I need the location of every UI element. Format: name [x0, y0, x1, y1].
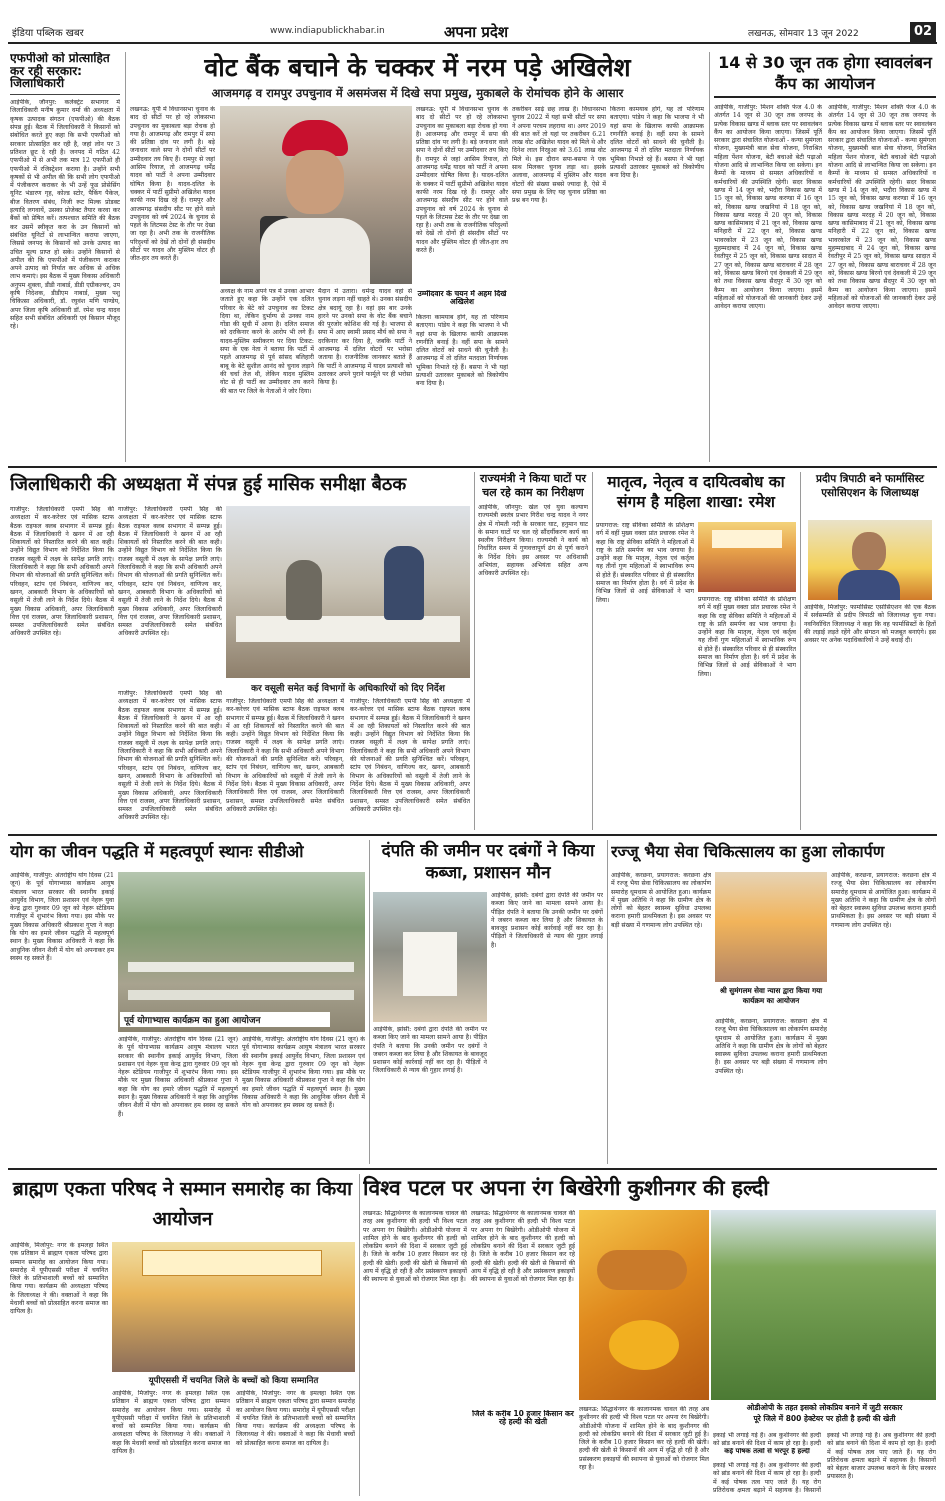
pharma-article [804, 472, 936, 830]
camp-body-col1: आईपीके, गाजीपुर: मिशन शक्ति फेज 4.0 के अंतर्गत 14 जून से 30 जून तक जनपद के प्रत्येक विकास खण्ड में ब्लाक स्तर पर स्वावलंबन कैंप का आयोजन किया जाएगा। जिसमें पूर्ति सरकार द्वारा संचालित योजनाओं - कन्या सुमंगला योजना, मुख्यमंत्री बाल सेवा योजना, निराश्रित महिला पेंशन योजना, बेटी बचाओ बेटी पढ़ाओ योजना आदि से लाभान्वित किया जा सकेगा। इन कैम्पों के माध्यम से समस्त अधिकारियों व कर्मचारियों की उपस्थिति रहेगी। सदर विकास खण्ड में 14 जून को, भदौरा विकास खण्ड में 15 जून को, विकास खण्ड करण्डा में 16 जून को, विकास खण्ड जखनियां में 18 जून को, विकास खण्ड मरदह में 20 जून को, विकास खण्ड कासिमाबाद में 21 जून को, विकास खण्ड मनिहारी में 22 जून को, विकास खण्ड भावरकोल में 23 जून को, विकास खण्ड मुहम्मदाबाद में 24 जून को, विकास खण्ड रेवतीपुर में 25 जून को, विकास खण्ड सादात में 27 जून को, विकास खण्ड बाराचवर में 28 जून को, विकास खण्ड बिरनो एवं देवकली में 29 जून को तथा विकास खण्ड सैदपुर में 30 जून को कैम्प का आयोजन किया जाएगा। इसमें महिलाओं को योजनाओं की जानकारी देकर उन्हें आवेदन कराया जाएगा। [714, 104, 822, 311]
official-figure [286, 560, 322, 620]
review-caption: कर वसूली समेत कई विभागों के अधिकारियों को दिए निर्देश [226, 680, 470, 695]
white-kurta [260, 218, 370, 284]
yoga-mat-row [128, 990, 354, 1000]
turmeric-headline: विश्व पटल पर अपना रंग बिखेरेगी कुशीनगर की हल्दी [363, 1176, 769, 1200]
camp-body-col2: आईपीके, गाजीपुर: मिशन शक्ति फेज 4.0 के अंतर्गत 14 जून से 30 जून तक जनपद के प्रत्येक विकास खण्ड में ब्लाक स्तर पर स्वावलंबन कैंप का आयोजन किया जाएगा। जिसमें पूर्ति सरकार द्वारा संचालित योजनाओं - कन्या सुमंगला योजना, मुख्यमंत्री बाल सेवा योजना, निराश्रित महिला पेंशन योजना, बेटी बचाओ बेटी पढ़ाओ योजना आदि से लाभान्वित किया जा सकेगा। इन कैम्पों के माध्यम से समस्त अधिकारियों व कर्मचारियों की उपस्थिति रहेगी। सदर विकास खण्ड में 14 जून को, भदौरा विकास खण्ड में 15 जून को, विकास खण्ड करण्डा में 16 जून को, विकास खण्ड जखनियां में 18 जून को, विकास खण्ड मरदह में 20 जून को, विकास खण्ड कासिमाबाद में 21 जून को, विकास खण्ड मनिहारी में 22 जून को, विकास खण्ड भावरकोल में 23 जून को, विकास खण्ड मुहम्मदाबाद में 24 जून को, विकास खण्ड रेवतीपुर में 25 जून को, विकास खण्ड सादात में 27 जून को, विकास खण्ड बाराचवर में 28 जून को, विकास खण्ड बिरनो एवं देवकली में 29 जून को तथा विकास खण्ड सैदपुर में 30 जून को कैम्प का आयोजन किया जाएगा। इसमें महिलाओं को योजनाओं की जानकारी देकर उन्हें आवेदन कराया जाएगा। [828, 104, 936, 311]
turmeric-root [597, 1250, 687, 1290]
akhilesh-photo [220, 106, 412, 284]
section-title: अपना प्रदेश [443, 23, 509, 41]
hospital-body-col1: आईपीके, करछना, प्रयागराज: करछना क्षेत्र में रज्जू भैया सेवा चिकित्सालय का लोकार्पण समारोह धूमधाम से आयोजित हुआ। कार्यक्रम में मुख्य अतिथि ने कहा कि ग्रामीण क्षेत्र के लोगों को बेहतर स्वास्थ्य सुविधा उपलब्ध कराना हमारी प्राथमिकता है। इस अवसर पर बड़ी संख्या में गणमान्य लोग उपस्थित रहे। [611, 872, 711, 929]
yoga-body-col2: आईपीके, गाजीपुर: अंतर्राष्ट्रीय योग दिवस (21 जून) के पूर्व योगाभ्यास कार्यक्रम आयुष मंत्रालय भारत सरकार की स्थानीय इकाई आयुर्वेद विभाग, जिला प्रशासन एवं नेहरू युवा केन्द्र द्वारा गुरुवार 09 जून को नेहरू स्टेडियम गाजीपुर में शुभारंभ किया गया। इस मौके पर मुख्य विकास अधिकारी श्रीप्रकाश गुप्ता ने कहा कि योग का हमारे जीवन पद्धति में महत्वपूर्ण स्थान है। मुख्य विकास अधिकारी ने कहा कि आधुनिक जीवन शैली में योग को अपनाकर हम स्वस्थ रह सकते हैं। [118, 1036, 238, 1118]
turmeric-right-subhead-text: कई पोषक तत्वों से भरपूर है हल्दी [724, 1448, 810, 1455]
lead-subhead: आजमगढ़ व रामपुर उपचुनाव में असमंजस में दिखे सपा प्रमुख, मुकाबले के रोमांचक होने के आसार [211, 86, 624, 100]
camp-headline-text: 14 से 30 जून तक होगा स्वावलंबन कैंप का आयोजन [718, 53, 932, 93]
brahmin-photo [112, 1242, 355, 1372]
turmeric-subhead-text: जिले के करीब 10 हजार किसान कर रहे हल्दी की खेती [472, 1410, 574, 1426]
lead-body-col3: मैदान में उतारा। धर्मेन्द्र यादव वहां से चुनाव लड़ना नहीं चाहते थे। उनका संसदीय क्षेत्र बदायूं रहा है। वहां इस बार उनके हारने पर उनको सपा के वोट बैंक बचाने की पुरजोर कोशिश की गई है। भाजपा से सपा में आए स्वामी प्रसाद मौर्य को सपा ने दरकिनार कर दिया है, जबकि पार्टी ने आजमगढ़ में दलित वोटरों पर भरोसा जताया है। राजनीतिक जानकार बताते हैं कि पार्टी ने आजमगढ़ में यादव प्रत्याशी को उतारकर अपने पुराने फार्मूले पर ही भरोसा किया है। [318, 288, 412, 387]
page-number: 02 [910, 22, 936, 42]
official-figure [384, 546, 424, 620]
turmeric-caption2: पूरे जिले में 800 हेक्टेयर पर होती है हल्दी की खेती [753, 1414, 896, 1423]
review-body-col4: गाजीपुर: जिलाधिकारी एमपी सिंह की अध्यक्षता में कर-करेत्तर एवं मासिक स्टाफ बैठक राइफल क्लब सभागार में सम्पन्न हुई। बैठक में जिलाधिकारी ने खनन में आ रही शिकायतों को निस्तारित करने की बात कही। उन्होंने विद्युत विभाग को निर्देशित किया कि राजस्व वसूली में लक्ष्य के सापेक्ष प्रगति लाएं। जिलाधिकारी ने कहा कि सभी अधिकारी अपने विभाग की योजनाओं की प्रगति सुनिश्चित करें। परिवहन, स्टांप एवं निबंधन, वाणिज्य कर, खनन, आबकारी विभाग के अधिकारियों को वसूली में तेजी लाने के निर्देश दिये। बैठक में मुख्य विकास अधिकारी, अपर जिलाधिकारी वित्त एवं राजस्व, अपर जिलाधिकारी प्रशासन, समस्त उपजिलाधिकारी समेत संबंधित अधिकारी उपस्थित रहे। [350, 698, 470, 813]
turmeric-body-col1: लखनऊ: सिद्धार्थनगर के कालानमक चावल की तरह अब कुशीनगर की हल्दी भी विश्व पटल पर अपना रंग बिखेरेगी। ओडीओपी योजना में शामिल होने के बाद कुशीनगर की हल्दी को लोकप्रिय बनाने की दिशा में सरकार जुटी हुई है। जिले के करीब 10 हजार किसान कर रहे हल्दी की खेती। हल्दी की खेती से किसानों की आय में वृद्धि हो रही है और प्रसंस्करण इकाइयों की स्थापना से युवाओं को रोजगार मिल रहा है। [363, 1210, 467, 1284]
column-divider [592, 472, 593, 830]
dateline: लखनऊ, सोमवार 13 जून 2022 [748, 29, 859, 39]
paper-name: इंडिया पब्लिक खबर [12, 28, 84, 39]
fpo-headline: एफपीओ को प्रोत्साहित कर रही सरकार: जिलाधिकारी [10, 52, 120, 95]
row-rule [8, 1168, 937, 1170]
turmeric-body-col5: इकाई भी लगाई गई है। अब कुशीनगर की हल्दी को ब्रांड बनाने की दिशा में काम हो रहा है। हल्दी में कई पोषक तत्व पाए जाते हैं। यह रोग प्रतिरोधक क्षमता बढ़ाने में सहायक है। किसानों [713, 1462, 821, 1494]
turmeric-powder [609, 1320, 679, 1370]
lead-body-col5: तकरीबन साढ़े छह लाख है। विधानसभा चुनाव 2022 में यहां सभी सीटों पर सपा ने अपना परचम लहराया था। अगर 2019 की बात करें तो यहां पर तकरीबन 6.21 लाख वोट अखिलेश यादव को मिले थे और दिनेश लाल निरहुआ को 3.61 लाख वोट मिले थे। इस दौरान सपा-बसपा ने एक साथ मिलकर चुनाव लड़ा था। इसके अलावा, आजमगढ़ में मुस्लिम और यादव वोटरों की संख्या सबसे ज्यादा है, ऐसे में सपा प्रमुख के लिए यह चुनाव प्रतिष्ठा का प्रश्न बन गया है। [512, 106, 606, 205]
turmeric-caption-box [713, 1402, 936, 1428]
ghat-headline: राज्यमंत्री ने किया घाटों पर चल रहे काम का निरीक्षण [480, 472, 586, 499]
yoga-caption: पूर्व योगाभ्यास कार्यक्रम का हुआ आयोजन [120, 1012, 330, 1027]
row-rule [8, 466, 937, 468]
yoga-body-col1: आईपीके, गाजीपुर: अंतर्राष्ट्रीय योग दिवस (21 जून) के पूर्व योगाभ्यास कार्यक्रम आयुष मंत्रालय भारत सरकार की स्थानीय इकाई आयुर्वेद विभाग, जिला प्रशासन एवं नेहरू युवा केन्द्र द्वारा गुरुवार 09 जून को नेहरू स्टेडियम गाजीपुर में शुभारंभ किया गया। इस मौके पर मुख्य विकास अधिकारी श्रीप्रकाश गुप्ता ने कहा कि योग का हमारे जीवन पद्धति में महत्वपूर्ण स्थान है। मुख्य विकास अधिकारी ने कहा कि आधुनिक जीवन शैली में योग को अपनाकर हम स्वस्थ रह सकते हैं। [10, 872, 114, 962]
lead-body-col6: कितना कामयाब होंगे, यह तो परिणाम बताएगा। पांडेय ने कहा कि भाजपा ने भी यहां सपा के खिलाफ काफी आक्रामक रणनीति बनाई है। वहीं सपा के सामने दलित वोटरों को साधने की चुनौती है। आजमगढ़ में तो दलित मतदाता निर्णायक भूमिका निभाते रहे हैं। बसपा ने भी यहां प्रत्याशी उतारकर मुकाबले को त्रिकोणीय बना दिया है। [610, 106, 704, 180]
document-held [403, 932, 457, 996]
brahmin-body-col1: आईपीके, मिर्जापुर: नगर के इमलहा स्थित एक प्रतिष्ठान में ब्राह्मण एकता परिषद द्वारा सम्मान समारोह का आयोजन किया गया। समारोह में यूपीएससी परीक्षा में चयनित जिले के प्रतिभाशाली बच्चों को सम्मानित किया गया। कार्यक्रम की अध्यक्षता परिषद के जिलाध्यक्ष ने की। वक्ताओं ने कहा कि मेधावी बच्चों को प्रोत्साहित करना समाज का दायित्व है। [10, 1242, 108, 1316]
portrait-head [852, 532, 886, 572]
lead-body-col2: अध्यक्ष के नाम अपने पत्र में उनका आभार जताते हुए कहा कि उन्होंने एक दलित परिवार के बेटे को उपचुनाव का टिकट दिया था, लेकिन दुर्भाग्य से उनका नाम गोंडा की सूची में आया है। दलित समाज को दरकिनार करने के आरोप भी लगे हैं। यादव-मुस्लिम समीकरण पर दिया टिकट: सपा के एक नेता ने बताया कि पार्टी में पहले आजमगढ़ से पूर्व सांसद बलिहारी बाबू के बेटे सुशील आनंद को चुनाव लड़ाने की चर्चा तेज थी, लेकिन यादव मुस्लिम वोट से ही पार्टी का उम्मीदवार तय करने की बात पर जिले के नेताओं ने जोर दिया। [220, 288, 314, 395]
turmeric-body-col2: लखनऊ: सिद्धार्थनगर के कालानमक चावल की तरह अब कुशीनगर की हल्दी भी विश्व पटल पर अपना रंग बिखेरेगी। ओडीओपी योजना में शामिल होने के बाद कुशीनगर की हल्दी को लोकप्रिय बनाने की दिशा में सरकार जुटी हुई है। जिले के करीब 10 हजार किसान कर रहे हल्दी की खेती। हल्दी की खेती से किसानों की आय में वृद्धि हो रही है और प्रसंस्करण इकाइयों की स्थापना से युवाओं को रोजगार मिल रहा है। [471, 1210, 575, 1284]
column-divider [709, 52, 710, 462]
camp-article [714, 52, 936, 462]
portrait-shirt [838, 570, 900, 600]
column-divider [607, 840, 608, 1164]
land-body-col2: आईपीके, झांसी: दबंगों द्वारा दंपति की जमीन पर कब्जा किए जाने का मामला सामने आया है। पीड़ित दंपति ने बताया कि उनकी जमीन पर दबंगों ने जबरन कब्जा कर लिया है और शिकायत के बावजूद प्रशासन कोई कार्रवाई नहीं कर रहा है। पीड़ितों ने जिलाधिकारी से न्याय की गुहार लगाई है। [491, 892, 603, 949]
column-divider [359, 1174, 360, 1496]
column-divider [800, 472, 801, 830]
masthead [8, 22, 937, 44]
yoga-mat-row [128, 962, 354, 972]
land-body-col1: आईपीके, झांसी: दबंगों द्वारा दंपति की जमीन पर कब्जा किए जाने का मामला सामने आया है। पीड़ित दंपति ने बताया कि उनकी जमीन पर दबंगों ने जबरन कब्जा कर लिया है और शिकायत के बावजूद प्रशासन कोई कार्रवाई नहीं कर रहा है। पीड़ितों ने जिलाधिकारी से न्याय की गुहार लगाई है। [373, 1026, 487, 1075]
land-photo [373, 892, 487, 1022]
land-headline: दंपति की जमीन पर दबंगों ने किया कब्जा, प्रशासन मौन [381, 841, 595, 883]
women-headline: मातृत्व, नेतृत्व व दायित्वबोध का संगम है महिला शाखा: रमेश [607, 473, 785, 511]
land-article [373, 840, 603, 1164]
lead-headline: वोट बैंक बचाने के चक्कर में नरम पड़े अखिलेश [204, 53, 631, 82]
fpo-body: आईपीके, जौनपुर: कलेक्ट्रेट सभागार में जिलाधिकारी मनीष कुमार वर्मा की अध्यक्षता में कृषक उत्पादक संगठन (एफपीओ) की बैठक संपन्न हुई। बैठक में जिलाधिकारी ने किसानों को संबोधित करते हुए कहा कि सभी एफपीओ को सरकार प्रोत्साहित कर रही है, जहां लोन पर 3 प्रतिशत छूट दे रही है। जनपद में गठित 42 एफपीओ में से अभी तक मात्र 12 एफपीओ ही एफपीओ में रजिस्ट्रेशन कराया है। उन्होंने सभी कृषकों से भी अपील की कि सभी लोग एफपीओ में पंजीकरण कराकर के भी उन्हें फूड प्रोसेसिंग यूनिट भंडारण गृह, कोल्ड स्टोर, पैकिंग पैकेज, बीज वितरण संबंध, निजी रूट मिल्क प्रोडक्ट इत्यादि लगवायें, उसका प्रोजेक्ट तैयार करवा कर बैंकों को प्रेषित करें। तत्पश्चात समिति की बैठक कर उसमें स्वीकृत करा के उन किसानों को संबंधित यूनिटों से लाभान्वित कराया जाएगा, जिससे जनपद के किसानों को उनके उत्पाद का उचित मूल्य प्राप्त हो सके। उन्होंने किसानों से अपील की कि एफपीओ में पंजीकरण कराकर अपने उत्पाद को निर्यात कर अधिक से अधिक लाभ कमाएं। इस बैठक में मुख्य विकास अधिकारी अनुपम शुक्ला, डीडी नाबार्ड, डीडी एग्रीकल्चर, उप कृषि निदेशक, डीडीएम नाबार्ड, मुख्य पशु चिकित्सा अधिकारी, डॉ. रघुवंश मणि पाण्डेय, अपर जिला कृषि अधिकारी डॉ. रमेश चन्द्र यादव सहित सभी संबंधित अधिकारी एवं किसान मौजूद रहे। [10, 99, 120, 331]
turmeric-field-photo [711, 1210, 936, 1400]
yoga-headline: योग का जीवन पद्धति में महत्वपूर्ण स्थानः सीडीओ [10, 842, 304, 861]
turmeric-body-col6: इकाई भी लगाई गई है। अब कुशीनगर की हल्दी को ब्रांड बनाने की दिशा में काम हो रहा है। हल्दी में कई पोषक तत्व पाए जाते हैं। यह रोग प्रतिरोधक क्षमता बढ़ाने में सहायक है। किसानों को बेहतर बाजार उपलब्ध कराने के लिए सरकार प्रयासरत है। [827, 1432, 936, 1481]
review-body-col3: गाजीपुर: जिलाधिकारी एमपी सिंह की अध्यक्षता में कर-करेत्तर एवं मासिक स्टाफ बैठक राइफल क्लब सभागार में सम्पन्न हुई। बैठक में जिलाधिकारी ने खनन में आ रही शिकायतों को निस्तारित करने की बात कही। उन्होंने विद्युत विभाग को निर्देशित किया कि राजस्व वसूली में लक्ष्य के सापेक्ष प्रगति लाएं। जिलाधिकारी ने कहा कि सभी अधिकारी अपने विभाग की योजनाओं की प्रगति सुनिश्चित करें। परिवहन, स्टांप एवं निबंधन, वाणिज्य कर, खनन, आबकारी विभाग के अधिकारियों को वसूली में तेजी लाने के निर्देश दिये। बैठक में मुख्य विकास अधिकारी, अपर जिलाधिकारी वित्त एवं राजस्व, अपर जिलाधिकारी प्रशासन, समस्त उपजिलाधिकारी समेत संबंधित अधिकारी उपस्थित रहे। [226, 698, 344, 813]
turmeric-right-subhead [713, 1448, 821, 1460]
meeting-table [236, 616, 460, 642]
camp-headline [714, 52, 936, 98]
review-body-col2: गाजीपुर: जिलाधिकारी एमपी सिंह की अध्यक्षता में कर-करेत्तर एवं मासिक स्टाफ बैठक राइफल क्लब सभागार में सम्पन्न हुई। बैठक में जिलाधिकारी ने खनन में आ रही शिकायतों को निस्तारित करने की बात कही। उन्होंने विद्युत विभाग को निर्देशित किया कि राजस्व वसूली में लक्ष्य के सापेक्ष प्रगति लाएं। जिलाधिकारी ने कहा कि सभी अधिकारी अपने विभाग की योजनाओं की प्रगति सुनिश्चित करें। परिवहन, स्टांप एवं निबंधन, वाणिज्य कर, खनन, आबकारी विभाग के अधिकारियों को वसूली में तेजी लाने के निर्देश दिये। बैठक में मुख्य विकास अधिकारी, अपर जिलाधिकारी वित्त एवं राजस्व, अपर जिलाधिकारी प्रशासन, समस्त उपजिलाधिकारी समेत संबंधित अधिकारी उपस्थित रहे। [118, 506, 222, 638]
hospital-caption-text: श्री सुमंगलम सेवा न्यास द्वारा किया गया कार्यक्रम का आयोजन [719, 986, 823, 1005]
turmeric-subhead [471, 1410, 575, 1434]
review-body-col1: गाजीपुर: जिलाधिकारी एमपी सिंह की अध्यक्षता में कर-करेत्तर एवं मासिक स्टाफ बैठक राइफल क्लब सभागार में सम्पन्न हुई। बैठक में जिलाधिकारी ने खनन में आ रही शिकायतों को निस्तारित करने की बात कही। उन्होंने विद्युत विभाग को निर्देशित किया कि राजस्व वसूली में लक्ष्य के सापेक्ष प्रगति लाएं। जिलाधिकारी ने कहा कि सभी अधिकारी अपने विभाग की योजनाओं की प्रगति सुनिश्चित करें। परिवहन, स्टांप एवं निबंधन, वाणिज्य कर, खनन, आबकारी विभाग के अधिकारियों को वसूली में तेजी लाने के निर्देश दिये। बैठक में मुख्य विकास अधिकारी, अपर जिलाधिकारी वित्त एवं राजस्व, अपर जिलाधिकारी प्रशासन, समस्त उपजिलाधिकारी समेत संबंधित अधिकारी उपस्थित रहे। [10, 506, 114, 638]
stage-banner [712, 530, 782, 548]
turmeric-body-col4: इकाई भी लगाई गई है। अब कुशीनगर की हल्दी को ब्रांड बनाने की दिशा में काम हो रहा है। हल्दी [713, 1432, 821, 1448]
pharma-headline: प्रदीप त्रिपाठी बने फार्मासिस्ट एसोसिएशन के जिलाध्यक्ष [815, 473, 925, 499]
brahmin-body-col3: आईपीके, मिर्जापुर: नगर के इमलहा स्थित एक प्रतिष्ठान में ब्राह्मण एकता परिषद द्वारा सम्मान समारोह का आयोजन किया गया। समारोह में यूपीएससी परीक्षा में चयनित जिले के प्रतिभाशाली बच्चों को सम्मानित किया गया। कार्यक्रम की अध्यक्षता परिषद के जिलाध्यक्ष ने की। वक्ताओं ने कहा कि मेधावी बच्चों को प्रोत्साहित करना समाज का दायित्व है। [236, 1390, 355, 1447]
brahmin-body-col2: आईपीके, मिर्जापुर: नगर के इमलहा स्थित एक प्रतिष्ठान में ब्राह्मण एकता परिषद द्वारा सम्मान समारोह का आयोजन किया गया। समारोह में यूपीएससी परीक्षा में चयनित जिले के प्रतिभाशाली बच्चों को सम्मानित किया गया। कार्यक्रम की अध्यक्षता परिषद के जिलाध्यक्ष ने की। वक्ताओं ने कहा कि मेधावी बच्चों को प्रोत्साहित करना समाज का दायित्व है। [112, 1390, 230, 1456]
ghat-article [478, 472, 588, 830]
yoga-body-col3: आईपीके, गाजीपुर: अंतर्राष्ट्रीय योग दिवस (21 जून) के पूर्व योगाभ्यास कार्यक्रम आयुष मंत्रालय भारत सरकार की स्थानीय इकाई आयुर्वेद विभाग, जिला प्रशासन एवं नेहरू युवा केन्द्र द्वारा गुरुवार 09 जून को नेहरू स्टेडियम गाजीपुर में शुभारंभ किया गया। इस मौके पर मुख्य विकास अधिकारी श्रीप्रकाश गुप्ता ने कहा कि योग का हमारे जीवन पद्धति में महत्वपूर्ण स्थान है। मुख्य विकास अधिकारी ने कहा कि आधुनिक जीवन शैली में योग को अपनाकर हम स्वस्थ रह सकते हैं। [242, 1036, 365, 1110]
turmeric-caption: ओडीओपी के तहत इसको लोकप्रिय बनाने में जुटी सरकार [746, 1403, 903, 1412]
brahmin-article [10, 1174, 355, 1496]
women-article [596, 472, 796, 830]
column-divider [125, 52, 126, 462]
turmeric-article [363, 1174, 936, 1496]
hospital-body-col3: आईपीके, करछना, प्रयागराज: करछना क्षेत्र में रज्जू भैया सेवा चिकित्सालय का लोकार्पण समारोह धूमधाम से आयोजित हुआ। कार्यक्रम में मुख्य अतिथि ने कहा कि ग्रामीण क्षेत्र के लोगों को बेहतर स्वास्थ्य सुविधा उपलब्ध कराना हमारी प्राथमिकता है। इस अवसर पर बड़ी संख्या में गणमान्य लोग उपस्थित रहे। [831, 872, 936, 929]
hospital-photo [715, 872, 827, 982]
lead-box [416, 290, 508, 312]
hospital-body-col2: आईपीके, करछना, प्रयागराज: करछना क्षेत्र में रज्जू भैया सेवा चिकित्सालय का लोकार्पण समारोह धूमधाम से आयोजित हुआ। कार्यक्रम में मुख्य अतिथि ने कहा कि ग्रामीण क्षेत्र के लोगों को बेहतर स्वास्थ्य सुविधा उपलब्ध कराना हमारी प्राथमिकता है। इस अवसर पर बड़ी संख्या में गणमान्य लोग उपस्थित रहे। [715, 1018, 827, 1075]
meeting-photo [226, 506, 470, 678]
lead-body-col4-top: लखनऊ: यूपी में विधानसभा चुनाव के बाद दो सीटों पर हो रहे लोकसभा उपचुनाव का मुकाबला बड़ा रोचक हो गया है। आजमगढ़ और रामपुर में सपा की प्रतिष्ठा दांव पर लगी है। बड़े जनाधार वाले सपा ने दोनों सीटों पर उम्मीदवार तय किए हैं। रामपुर से जहां आसिम रियाज, तो आजमगढ़ धर्मेंद्र यादव को पार्टी ने अपना उम्मीदवार घोषित किया है। यादव-दलित के चक्कर में पार्टी सुप्रीमो अखिलेश यादव काफी नरम दिख रहे हैं। रामपुर और आजमगढ़ संसदीय सीट पर होने वाले उपचुनाव को वर्ष 2024 के चुनाव से पहले के लिटमस टेस्ट के तौर पर देखा जा रहा है। अभी तक के राजनीतिक परिदृश्यों को देखें तो दोनों ही संसदीय सीटों पर यादव और मुस्लिम वोटर ही जीत-हार तय करते हैं। [416, 106, 508, 255]
face [286, 150, 344, 214]
lead-article [130, 52, 705, 462]
row-rule [8, 834, 937, 836]
lead-body-col4: कितना कामयाब होंगे, यह तो परिणाम बताएगा। पांडेय ने कहा कि भाजपा ने भी यहां सपा के खिलाफ काफी आक्रामक रणनीति बनाई है। वहीं सपा के सामने दलित वोटरों को साधने की चुनौती है। आजमगढ़ में तो दलित मतदाता निर्णायक भूमिका निभाते रहे हैं। बसपा ने भी यहां प्रत्याशी उतारकर मुकाबले को त्रिकोणीय बना दिया है। [416, 314, 508, 388]
review-headline: जिलाधिकारी की अध्यक्षता में संपन्न हुई मासिक समीक्षा बैठक [10, 474, 407, 495]
hospital-caption [715, 986, 827, 1016]
review-body-col2b: गाजीपुर: जिलाधिकारी एमपी सिंह की अध्यक्षता में कर-करेत्तर एवं मासिक स्टाफ बैठक राइफल क्लब सभागार में सम्पन्न हुई। बैठक में जिलाधिकारी ने खनन में आ रही शिकायतों को निस्तारित करने की बात कही। उन्होंने विद्युत विभाग को निर्देशित किया कि राजस्व वसूली में लक्ष्य के सापेक्ष प्रगति लाएं। जिलाधिकारी ने कहा कि सभी अधिकारी अपने विभाग की योजनाओं की प्रगति सुनिश्चित करें। परिवहन, स्टांप एवं निबंधन, वाणिज्य कर, खनन, आबकारी विभाग के अधिकारियों को वसूली में तेजी लाने के निर्देश दिये। बैठक में मुख्य विकास अधिकारी, अपर जिलाधिकारी वित्त एवं राजस्व, अपर जिलाधिकारी प्रशासन, समस्त उपजिलाधिकारी समेत संबंधित अधिकारी उपस्थित रहे। [118, 690, 222, 822]
yoga-photo [118, 872, 365, 1032]
pharma-body: आईपीके, मिर्जापुर: फार्मासिस्ट एसोसिएशन की एक बैठक में सर्वसम्मति से प्रदीप त्रिपाठी को जिलाध्यक्ष चुना गया। नवनिर्वाचित जिलाध्यक्ष ने कहा कि वह फार्मासिस्टों के हितों की लड़ाई लड़ते रहेंगे और संगठन को मजबूत बनाएंगे। इस अवसर पर अनेक पदाधिकारियों ने उन्हें बधाई दी। [804, 604, 936, 645]
column-divider [474, 472, 475, 830]
pharma-photo [808, 520, 932, 600]
ghat-body: आईपीके, जौनपुर: खेल एवं युवा कल्याण राज्यमंत्री स्वतंत्र प्रभार गिरीश चन्द्र यादव ने नगर क्षेत्र में गोमती नदी के सरकार घाट, हनुमान घाट के समान घाटों पर चल रहे सौंदर्यीकरण कार्य का स्थलीय निरीक्षण किया। राज्यमंत्री ने कार्य को निर्धारित समय में गुणवत्तापूर्ण ढंग से पूर्ण कराने के निर्देश दिये। इस अवसर पर अधिशासी अभियंता, सहायक अभियंता सहित अन्य अधिकारी उपस्थित रहे। [478, 504, 588, 578]
yoga-article [10, 840, 365, 1164]
turmeric-body-col3: लखनऊ: सिद्धार्थनगर के कालानमक चावल की तरह अब कुशीनगर की हल्दी भी विश्व पटल पर अपना रंग बिखेरेगी। ओडीओपी योजना में शामिल होने के बाद कुशीनगर की हल्दी को लोकप्रिय बनाने की दिशा में सरकार जुटी हुई है। जिले के करीब 10 हजार किसान कर रहे हल्दी की खेती। हल्दी की खेती से किसानों की आय में वृद्धि हो रही है और प्रसंस्करण इकाइयों की स्थापना से युवाओं को रोजगार मिल रहा है। [579, 1406, 709, 1472]
lead-body-col1: लखनऊ: यूपी में विधानसभा चुनाव के बाद दो सीटों पर हो रहे लोकसभा उपचुनाव का मुकाबला बड़ा रोचक हो गया है। आजमगढ़ और रामपुर में सपा की प्रतिष्ठा दांव पर लगी है। बड़े जनाधार वाले सपा ने दोनों सीटों पर उम्मीदवार तय किए हैं। रामपुर से जहां आसिम रियाज, तो आजमगढ़ धर्मेंद्र यादव को पार्टी ने अपना उम्मीदवार घोषित किया है। यादव-दलित के चक्कर में पार्टी सुप्रीमो अखिलेश यादव काफी नरम दिख रहे हैं। रामपुर और आजमगढ़ संसदीय सीट पर होने वाले उपचुनाव को वर्ष 2024 के चुनाव से पहले के लिटमस टेस्ट के तौर पर देखा जा रहा है। अभी तक के राजनीतिक परिदृश्यों को देखें तो दोनों ही संसदीय सीटों पर यादव और मुस्लिम वोटर ही जीत-हार तय करते हैं। [130, 106, 215, 263]
review-article [10, 472, 470, 830]
brahmin-headline: ब्राह्मण एकता परिषद ने सम्मान समारोह का किया आयोजन [12, 1178, 353, 1230]
fpo-article [10, 52, 120, 460]
stage-banner [142, 1250, 322, 1276]
lead-box-head: उम्मीदवार के चयन में अहम दिखे अखिलेश [417, 290, 507, 306]
hospital-article [611, 840, 936, 1164]
column-divider [369, 840, 370, 1164]
women-body-col1: प्रयागराज: राष्ट्र सेविका समिति के प्रशिक्षण वर्ग में वहीं मुख्य वक्ता प्रांत प्रचारक रमेश ने कहा कि राष्ट्र सेविका समिति ने महिलाओं में राष्ट्र के प्रति समर्पण का भाव जगाया है। उन्होंने कहा कि मातृत्व, नेतृत्व एवं कर्तृत्व यह तीनों गुण महिलाओं में स्वाभाविक रूप से होते हैं। संस्कारित परिवार से ही संस्कारित समाज का निर्माण होता है। वर्ग में प्रदेश के विभिन्न जिलों से आई सेविकाओं ने भाग लिया। [596, 522, 694, 604]
women-body-col2: प्रयागराज: राष्ट्र सेविका समिति के प्रशिक्षण वर्ग में वहीं मुख्य वक्ता प्रांत प्रचारक रमेश ने कहा कि राष्ट्र सेविका समिति ने महिलाओं में राष्ट्र के प्रति समर्पण का भाव जगाया है। उन्होंने कहा कि मातृत्व, नेतृत्व एवं कर्तृत्व यह तीनों गुण महिलाओं में स्वाभाविक रूप से होते हैं। संस्कारित परिवार से ही संस्कारित समाज का निर्माण होता है। वर्ग में प्रदेश के विभिन्न जिलों से आई सेविकाओं ने भाग लिया। [698, 596, 796, 678]
women-photo [698, 522, 796, 592]
brahmin-caption: यूपीएससी में चयनित जिले के बच्चों को किया सम्मानित [112, 1374, 355, 1387]
hospital-headline: रज्जू भैया सेवा चिकित्सालय का हुआ लोकार्पण [611, 842, 885, 861]
turmeric-photo [579, 1210, 709, 1400]
website-link[interactable]: www.indiapublickhabar.in [270, 26, 385, 36]
